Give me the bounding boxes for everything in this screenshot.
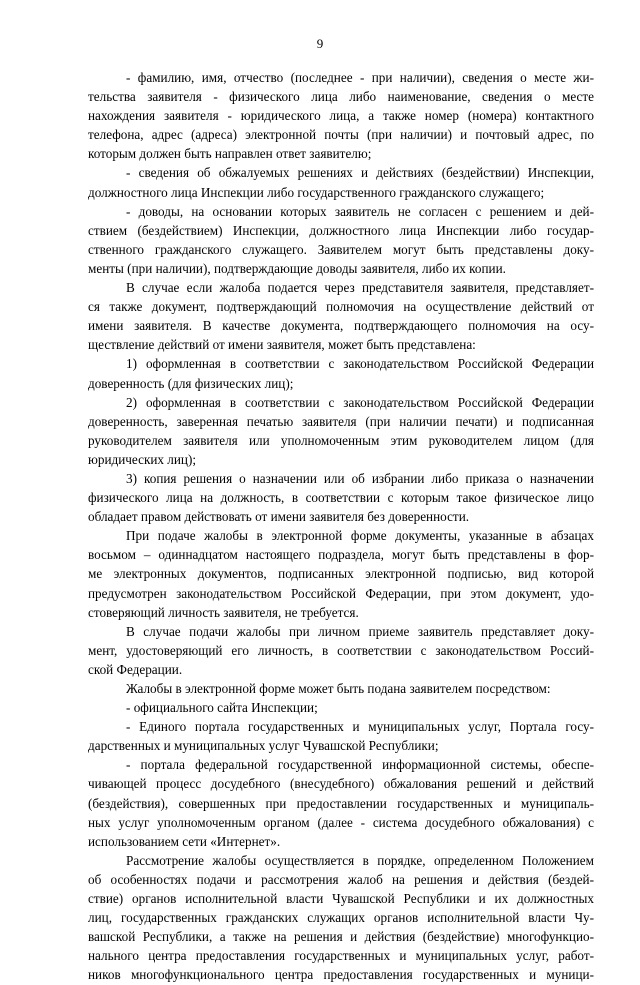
text-line: мент, удостоверяющий его личность, в соответствии с законодательством Россий-: [88, 642, 594, 658]
text-line: нахождения заявителя - юридического лица, а также номер (номера) контактного: [88, 108, 594, 124]
text-line: - официального сайта Инспекции;: [126, 700, 318, 716]
text-line: доверенность, заверенная печатью заявителя (при наличии печати) и подписанная: [88, 413, 594, 429]
text-line: (бездействия), совершенных при предоставлении государственных и муниципаль-: [88, 795, 594, 811]
text-line: 1) оформленная в соответствии с законодательством Российской Федерации: [126, 356, 594, 372]
text-line: ственного гражданского служащего. Заявителем могут быть представлены доку-: [88, 241, 594, 257]
text-line: юридических лиц);: [88, 451, 197, 467]
text-line: В случае если жалоба подается через представителя заявителя, представляет-: [126, 280, 594, 296]
text-line: телефона, адрес (адреса) электронной почты (при наличии) и почтовый адрес, по: [88, 127, 594, 143]
text-line: ме электронных документов, подписанных электронной подписью, вид которой: [88, 566, 594, 582]
text-line: 2) оформленная в соответствии с законодательством Российской Федерации: [126, 394, 594, 410]
text-line: дарственных и муниципальных услуг Чувашской Республики;: [88, 738, 439, 754]
text-line: ных услуг уполномоченным органом (далее - система досудебного обжалования) с: [88, 814, 594, 830]
text-line: стоверяющий личность заявителя, не требуется.: [88, 604, 359, 620]
text-line: использованием сети «Интернет».: [88, 833, 281, 849]
text-line: лиц, государственных гражданских служащих органов исполнительной власти Чу-: [88, 910, 594, 926]
text-line: менты (при наличии), подтверждающие доводы заявителя, либо их копии.: [88, 260, 506, 276]
text-line: ской Федерации.: [88, 661, 183, 677]
text-line: ществление действий от имени заявителя, может быть представлена:: [88, 337, 476, 353]
text-line: ся также документ, подтверждающий полномочия на осуществление действий от: [88, 299, 594, 315]
text-line: 3) копия решения о назначении или об избрании либо приказа о назначении: [126, 470, 594, 486]
text-line: ников многофункционального центра предоставления государственных и муници-: [88, 967, 594, 983]
text-line: руководителем заявителя или уполномоченным этим руководителем лицом (для: [88, 432, 594, 448]
text-line: чивающей процесс досудебного (внесудебного) обжалования решений и действий: [88, 776, 594, 792]
text-line: об особенностях подачи и рассмотрения жалоб на решения и действия (бездей-: [88, 871, 594, 887]
text-line: При подаче жалобы в электронной форме документы, указанные в абзацах: [126, 528, 594, 544]
text-line: - фамилию, имя, отчество (последнее - при наличии), сведения о месте жи-: [126, 70, 594, 85]
text-line: вашской Республики, а также на решения и действия (бездействие) многофункцио-: [88, 929, 594, 945]
text-line: доверенность (для физических лиц);: [88, 375, 294, 391]
text-line: физического лица на должность, в соответствии с которым такое физическое лицо: [88, 490, 594, 506]
document-body: [88, 68, 594, 985]
text-line: предусмотрен законодательством Российской Федерации, при этом документ, удо-: [88, 585, 594, 601]
page-number: 9: [316, 36, 324, 51]
text-line: - Единого портала государственных и муниципальных услуг, Портала госу-: [126, 719, 594, 735]
text-line: - сведения об обжалуемых решениях и действиях (бездействии) Инспекции,: [126, 165, 594, 181]
text-line: В случае подачи жалобы при личном приеме заявитель представляет доку-: [126, 623, 594, 639]
text-line: Рассмотрение жалобы осуществляется в порядке, определенном Положением: [126, 852, 594, 868]
text-line: имени заявителя. В качестве документа, подтверждающего полномочия на осу-: [88, 318, 594, 334]
text-line: ствие) органов исполнительной власти Чувашской Республики и их должностных: [88, 891, 594, 907]
text-line: - портала федеральной государственной информационной системы, обеспе-: [126, 757, 594, 773]
text-line: нального центра предоставления государственных и муниципальных услуг, работ-: [88, 948, 594, 964]
text-line: - доводы, на основании которых заявитель не согласен с решением и дей-: [126, 203, 594, 219]
text-line: ствием (бездействием) Инспекции, должностного лица Инспекции либо государ-: [88, 222, 594, 238]
text-line: тельства заявителя - физического лица либо наименование, сведения о месте: [88, 89, 594, 105]
text-line: обладает правом действовать от имени заявителя без доверенности.: [88, 509, 470, 525]
text-line: должностного лица Инспекции либо государственного гражданского служащего;: [88, 184, 545, 200]
text-line: восьмом – одиннадцатом настоящего подраздела, могут быть представлены в фор-: [88, 547, 594, 563]
text-line: Жалобы в электронной форме может быть подана заявителем посредством:: [126, 681, 551, 696]
text-line: которым должен быть направлен ответ заявителю;: [88, 146, 372, 162]
